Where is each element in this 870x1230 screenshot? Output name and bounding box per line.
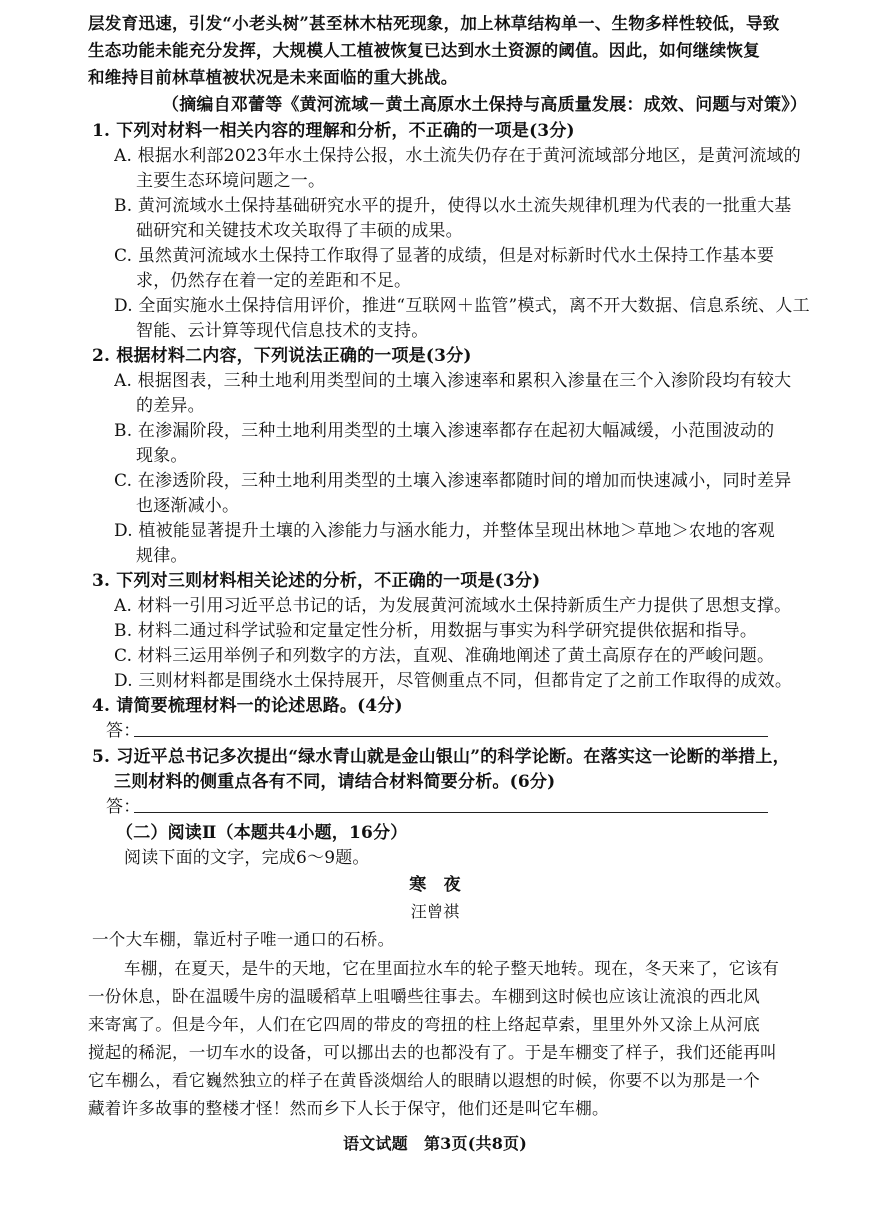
section-2-instruction: 阅读下面的文字，完成6～9题。 [124, 848, 370, 868]
story-p2-line-6: 藏着许多故事的整楼才怪！然而乡下人长于保守，他们还是叫它车棚。 [88, 1099, 609, 1118]
q2-option-d-line1: D. 植被能显著提升土壤的入渗能力与涵水能力，并整体呈现出林地＞草地＞农地的客观 [114, 521, 775, 541]
q2-option-c-line1: C. 在渗透阶段，三种土地利用类型的土壤入渗速率都随时间的增加而快速减小，同时差异 [114, 471, 792, 491]
page-footer: 语文试题 第3页(共8页) [342, 1134, 527, 1153]
question-2-stem: 2. 根据材料二内容，下列说法正确的一项是(3分) [92, 346, 472, 366]
intro-line-2: 生态功能未能充分发挥，大规模人工植被恢复已达到水土资源的阈值。因此，如何继续恢复 [88, 41, 760, 60]
q2-option-b-line1: B. 在渗漏阶段，三种土地利用类型的土壤入渗速率都存在起初大幅减缓，小范围波动的 [114, 421, 775, 441]
question-1-stem: 1. 下列对材料一相关内容的理解和分析，不正确的一项是(3分) [92, 121, 575, 141]
q1-option-b-line1: B. 黄河流域水土保持基础研究水平的提升，使得以水土流失规律机理为代表的一批重大基 [114, 196, 792, 216]
question-3-stem: 3. 下列对三则材料相关论述的分析，不正确的一项是(3分) [92, 571, 541, 591]
story-p2-line-4: 搅起的稀泥，一切车水的设备，可以挪出去的也都没有了。于是车棚变了样子，我们还能再叫 [88, 1043, 777, 1062]
story-p2-line-3: 来寄寓了。但是今年，人们在它四周的带皮的弯扭的柱上络起草索，里里外外又涂上从河底 [88, 1015, 760, 1034]
q1-option-b-line2: 础研究和关键技术攻关取得了丰硕的成果。 [136, 221, 463, 241]
q4-answer-label: 答： [106, 721, 141, 741]
q3-option-a: A. 材料一引用习近平总书记的话，为发展黄河流域水土保持新质生产力提供了思想支撑。 [114, 596, 792, 616]
question-5-stem-line2: 三则材料的侧重点各有不同，请结合材料简要分析。(6分) [114, 772, 556, 792]
q1-option-c-line2: 求，仍然存在着一定的差距和不足。 [136, 271, 412, 291]
story-title: 寒 夜 [409, 875, 461, 895]
q2-option-a-line1: A. 根据图表，三种土地利用类型间的土壤入渗速率和累积入渗量在三个入渗阶段均有较大 [114, 371, 792, 391]
q5-answer-line[interactable] [134, 812, 768, 813]
q2-option-c-line2: 也逐渐减小。 [136, 496, 240, 516]
q2-option-d-line2: 规律。 [136, 546, 188, 566]
intro-line-1: 层发育迅速，引发“小老头树”甚至林木枯死现象，加上林草结构单一、生物多样性较低，导致 [88, 14, 780, 33]
q1-option-d-line2: 智能、云计算等现代信息技术的支持。 [136, 321, 429, 341]
intro-line-3: 和维持目前林草植被状况是未来面临的重大挑战。 [88, 68, 458, 87]
story-p2-line-2: 一份休息，卧在温暖牛房的温暖稻草上咀嚼些往事去。车棚到这时候也应该让流浪的西北风 [88, 987, 760, 1006]
story-author: 汪曾祺 [410, 902, 460, 921]
citation: （摘编自邓蕾等《黄河流域－黄土高原水土保持与高质量发展：成效、问题与对策》） [162, 95, 808, 115]
story-paragraph-1: 一个大车棚，靠近村子唯一通口的石桥。 [92, 930, 395, 949]
q1-option-a-line2: 主要生态环境问题之一。 [136, 171, 326, 191]
question-5-stem-line1: 5. 习近平总书记多次提出“绿水青山就是金山银山”的科学论断。在落实这一论断的举措上， [92, 747, 790, 767]
q3-option-b: B. 材料二通过科学试验和定量定性分析，用数据与事实为科学研究提供依据和指导。 [114, 621, 758, 641]
q1-option-c-line1: C. 虽然黄河流域水土保持工作取得了显著的成绩，但是对标新时代水土保持工作基本要 [114, 246, 775, 266]
story-p2-line-1: 车棚，在夏天，是牛的天地，它在里面拉水车的轮子整天地转。现在，冬天来了，它该有 [124, 959, 780, 978]
story-p2-line-5: 它车棚么，看它巍然独立的样子在黄昏淡烟给人的眼睛以遐想的时候，你要不以为那是一个 [88, 1071, 760, 1090]
section-2-heading: （二）阅读Ⅱ（本题共4小题，16分） [116, 823, 408, 843]
q3-option-d: D. 三则材料都是围绕水土保持展开，尽管侧重点不同，但都肯定了之前工作取得的成效。 [114, 671, 793, 691]
q4-answer-line[interactable] [134, 736, 768, 737]
q2-option-b-line2: 现象。 [136, 446, 188, 466]
q5-answer-label: 答： [106, 797, 141, 817]
question-4-stem: 4. 请简要梳理材料一的论述思路。(4分) [92, 696, 403, 716]
q1-option-a-line1: A. 根据水利部2023年水土保持公报，水土流失仍存在于黄河流域部分地区，是黄河流域的 [114, 146, 801, 166]
q2-option-a-line2: 的差异。 [136, 396, 205, 416]
q3-option-c: C. 材料三运用举例子和列数字的方法，直观、准确地阐述了黄土高原存在的严峻问题。 [114, 646, 775, 666]
q1-option-d-line1: D. 全面实施水土保持信用评价，推进“互联网＋监管”模式，离不开大数据、信息系统、人工 [114, 296, 810, 316]
